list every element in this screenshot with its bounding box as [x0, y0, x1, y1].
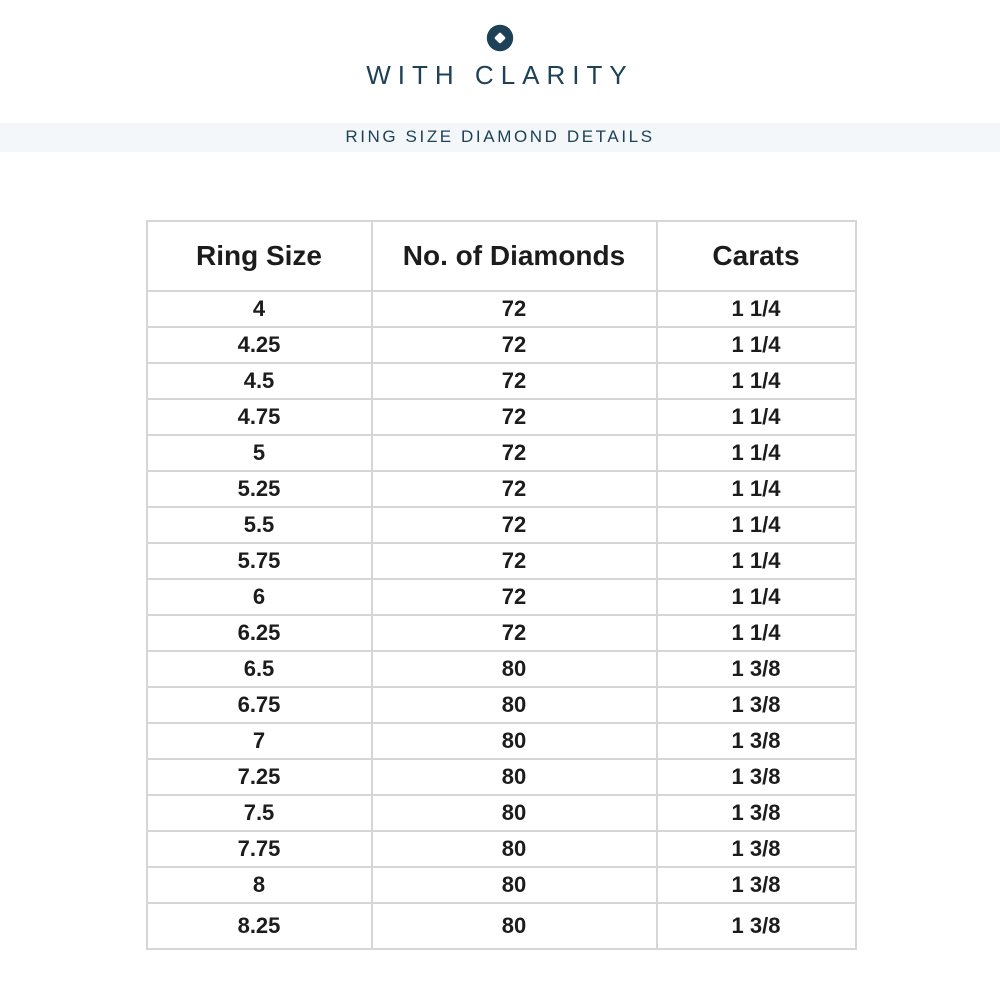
table-header	[147, 221, 856, 291]
cell-no-of-diamonds: 80	[372, 795, 657, 831]
cell-ring-size: 8	[147, 867, 372, 903]
table-row	[147, 903, 856, 949]
cell-no-of-diamonds: 72	[372, 399, 657, 435]
cell-no-of-diamonds: 72	[372, 363, 657, 399]
table-row	[147, 291, 856, 327]
cell-carats: 1 1/4	[657, 579, 856, 615]
cell-no-of-diamonds: 72	[372, 615, 657, 651]
cell-carats: 1 1/4	[657, 615, 856, 651]
cell-carats: 1 1/4	[657, 471, 856, 507]
cell-ring-size: 7	[147, 723, 372, 759]
table-row	[147, 759, 856, 795]
cell-carats: 1 3/8	[657, 651, 856, 687]
table-row	[147, 327, 856, 363]
brand-wordmark: WITH CLARITY	[366, 60, 634, 90]
cell-carats: 1 3/8	[657, 795, 856, 831]
cell-ring-size: 4.5	[147, 363, 372, 399]
cell-ring-size: 5.5	[147, 507, 372, 543]
cell-ring-size: 6.75	[147, 687, 372, 723]
cell-no-of-diamonds: 80	[372, 903, 657, 949]
cell-carats: 1 3/8	[657, 867, 856, 903]
header-cell-ring-size: Ring Size	[147, 221, 372, 291]
cell-ring-size: 7.5	[147, 795, 372, 831]
details-table-section	[146, 220, 855, 950]
cell-no-of-diamonds: 72	[372, 579, 657, 615]
table-row	[147, 723, 856, 759]
cell-carats: 1 1/4	[657, 327, 856, 363]
cell-no-of-diamonds: 72	[372, 291, 657, 327]
cell-carats: 1 1/4	[657, 291, 856, 327]
cell-carats: 1 3/8	[657, 723, 856, 759]
cell-ring-size: 6	[147, 579, 372, 615]
cell-carats: 1 3/8	[657, 759, 856, 795]
table-row	[147, 831, 856, 867]
diamond-in-circle-icon	[486, 24, 514, 52]
table-row	[147, 399, 856, 435]
brand-logo-link[interactable]	[366, 24, 633, 90]
table-row	[147, 651, 856, 687]
cell-carats: 1 1/4	[657, 363, 856, 399]
cell-no-of-diamonds: 72	[372, 471, 657, 507]
table-row	[147, 579, 856, 615]
table-row	[147, 507, 856, 543]
cell-ring-size: 8.25	[147, 903, 372, 949]
cell-ring-size: 5.25	[147, 471, 372, 507]
cell-ring-size: 5.75	[147, 543, 372, 579]
cell-no-of-diamonds: 72	[372, 507, 657, 543]
ring-size-details-table	[146, 220, 857, 950]
table-header-row	[147, 221, 856, 291]
table-row	[147, 363, 856, 399]
header-cell-no-of-diamonds: No. of Diamonds	[372, 221, 657, 291]
cell-ring-size: 6.25	[147, 615, 372, 651]
cell-ring-size: 4.75	[147, 399, 372, 435]
cell-ring-size: 7.75	[147, 831, 372, 867]
cell-no-of-diamonds: 80	[372, 831, 657, 867]
cell-carats: 1 1/4	[657, 399, 856, 435]
cell-no-of-diamonds: 80	[372, 687, 657, 723]
cell-no-of-diamonds: 80	[372, 651, 657, 687]
cell-ring-size: 7.25	[147, 759, 372, 795]
cell-carats: 1 1/4	[657, 435, 856, 471]
cell-no-of-diamonds: 80	[372, 723, 657, 759]
cell-carats: 1 1/4	[657, 543, 856, 579]
cell-ring-size: 4.25	[147, 327, 372, 363]
table-row	[147, 471, 856, 507]
cell-ring-size: 4	[147, 291, 372, 327]
cell-carats: 1 1/4	[657, 507, 856, 543]
brand-header	[0, 0, 1000, 90]
cell-carats: 1 3/8	[657, 831, 856, 867]
cell-carats: 1 3/8	[657, 903, 856, 949]
section-banner	[0, 123, 1000, 152]
cell-no-of-diamonds: 72	[372, 327, 657, 363]
cell-no-of-diamonds: 80	[372, 759, 657, 795]
cell-ring-size: 5	[147, 435, 372, 471]
table-row	[147, 795, 856, 831]
cell-no-of-diamonds: 80	[372, 867, 657, 903]
cell-no-of-diamonds: 72	[372, 543, 657, 579]
header-cell-carats: Carats	[657, 221, 856, 291]
cell-no-of-diamonds: 72	[372, 435, 657, 471]
table-row	[147, 615, 856, 651]
cell-ring-size: 6.5	[147, 651, 372, 687]
table-row	[147, 687, 856, 723]
table-row	[147, 867, 856, 903]
table-row	[147, 543, 856, 579]
table-body	[147, 291, 856, 949]
table-row	[147, 435, 856, 471]
section-banner-title: RING SIZE DIAMOND DETAILS	[345, 127, 655, 147]
cell-carats: 1 3/8	[657, 687, 856, 723]
